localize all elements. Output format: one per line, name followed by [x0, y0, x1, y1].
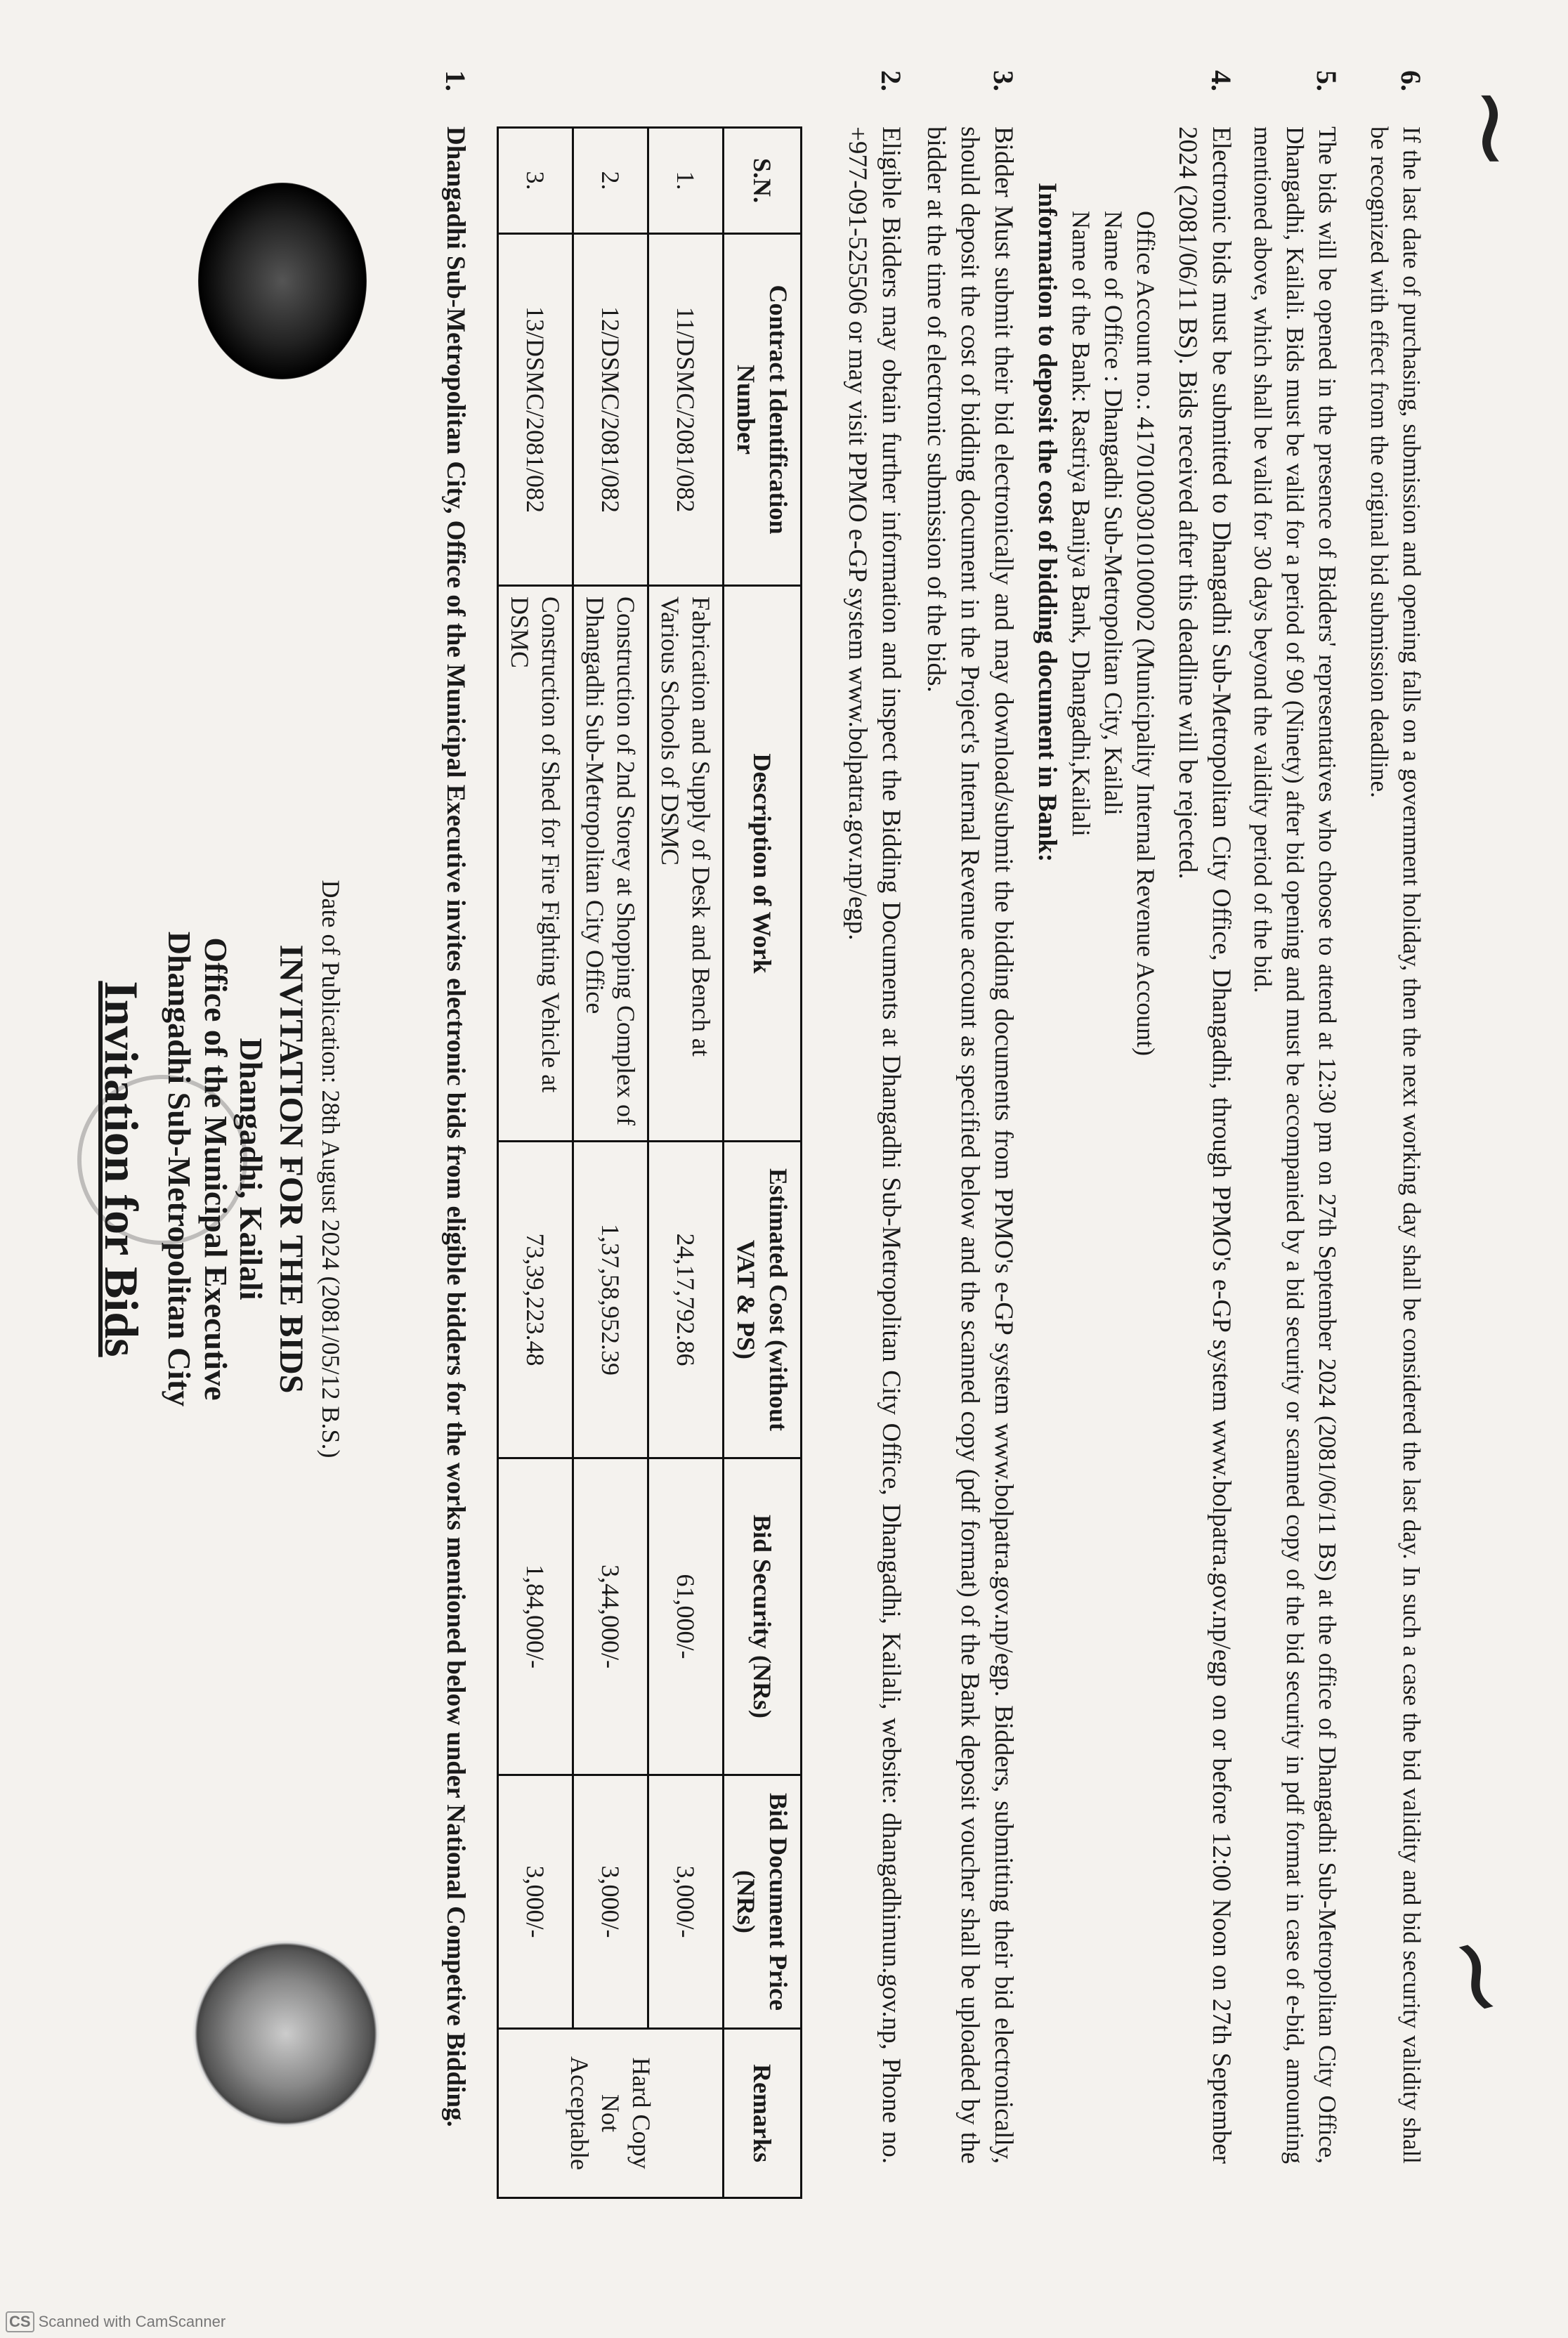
office-account: Office Account no.: 41701003010100002 (Municipality Internal Revenue Account): [1132, 211, 1160, 1057]
signature-right: ~: [1408, 1917, 1550, 2035]
table-cell: 61,000/-: [648, 1458, 724, 1775]
bank-info-heading: Information to deposit the cost of bidding document in Bank:: [1033, 183, 1061, 863]
table-cell: 1.: [648, 128, 724, 234]
table-cell: 24,17,792.86: [648, 1142, 724, 1458]
document-title: Invitation for Bids: [95, 981, 148, 1357]
office-name: Office of the Municipal Executive: [198, 937, 234, 1401]
item-number: 1.: [440, 70, 471, 91]
paragraph-opening: The bids will be opened in the presence of Bidders' representatives who choose to attend at 12:30 pm on 27th September 2024 (2081/06/11 BS) at the office of Dhangadhi Sub-Metropolitan City Office, Dhangadhi, Kailali. Bids must be valid for a period of 90 (Ninety) after bid opening and must be accompanied by a bid security or scanned copy of the bid security in pdf format in case of e-bid, amounting mentioned above, which shall be valid for 30 days beyond the validity period of the bid.: [1249, 126, 1341, 2164]
table-cell: 3.: [498, 128, 573, 234]
paragraph-submission: Bidder Must submit their bid electronically and may download/submit the bidding documents from PPMO's e-GP system www.bolpatra.gov.np/egp. Bidders, submitting their bid electronically, should deposit the cost of bidding document in the Project's Internal Revenue account as specified below and the scanned copy (pdf format) of the Bank deposit voucher shall be uploaded by the bidder at the time of electronic submission of the bids.: [922, 126, 1018, 2164]
item-number: 2.: [875, 70, 907, 91]
paragraph-information: Eligible Bidders may obtain further information and inspect the Bidding Documents at Dhangadhi Sub-Metropolitan City Office, Dhangadhi, Kailali, website: dhangadhimun.gov.np, Phone no. +977-091-525506 or may visit PPMO e-GP system www.bolpatra.gov.np/egp.: [843, 126, 906, 2164]
col-header: S.N.: [724, 128, 802, 234]
table-cell: 3,000/-: [648, 1775, 724, 2029]
table-cell: 11/DSMC/2081/082: [648, 234, 724, 586]
col-header: Description of Work: [724, 586, 802, 1142]
org-name: Dhangadhi Sub-Metropolitan City: [162, 931, 197, 1407]
bids-table: [497, 126, 802, 2199]
notice-subtitle: INVITATION FOR THE BIDS: [273, 944, 310, 1394]
col-header: Bid Security (NRs): [724, 1458, 802, 1775]
signature-left: ~: [1432, 84, 1554, 173]
paragraph-deadline: Electronic bids must be submitted to Dhangadhi Sub-Metropolitan City Office, Dhangadhi, through PPMO's e-GP system www.bolpatra.gov.np/egp on or before 12:00 Noon on 27th September 2024 (2081/06/11 BS). Bids received after this deadline will be rejected.: [1173, 126, 1236, 2164]
watermark-text: Scanned with CamScanner: [38, 2313, 226, 2330]
col-header: Contract Identification Number: [724, 234, 802, 586]
item-number: 3.: [988, 70, 1019, 91]
table-row: [498, 128, 573, 2198]
camscanner-icon: CS: [6, 2311, 34, 2332]
col-header: Remarks: [724, 2029, 802, 2198]
table-cell: 1,37,58,952.39: [573, 1142, 648, 1458]
table-cell: Fabrication and Supply of Desk and Bench at Various Schools of DSMC: [648, 586, 724, 1142]
table-cell: Construction of 2nd Storey at Shopping Complex of Dhangadhi Sub-Metropolitan City Office: [573, 586, 648, 1142]
item-number: 4.: [1206, 70, 1237, 91]
remarks-cell: Hard Copy Not Acceptable: [498, 2029, 724, 2198]
table-cell: 3,000/-: [573, 1775, 648, 2029]
col-header: Bid Document Price (NRs): [724, 1775, 802, 2029]
publication-date: Date of Publication: 28th August 2024 (2081/05/12 B.S.): [317, 880, 345, 1458]
table-cell: 2.: [573, 128, 648, 234]
item-number: 5.: [1311, 70, 1342, 91]
paragraph-invitation: Dhangadhi Sub-Metropolitan City, Office of the Municipal Executive invites electronic bids from eligible bidders for the works mentioned below under National Competive Bidding.: [441, 126, 470, 2127]
location: Dhangadhi, Kailali: [233, 1038, 269, 1300]
table-cell: 1,84,000/-: [498, 1458, 573, 1775]
bank-name: Name of the Bank: Rastriya Banijya Bank, Dhangadhi,Kailali: [1067, 211, 1095, 837]
table-row: [573, 128, 648, 2198]
office-name-line: Name of Office : Dhangadhi Sub-Metropolitan City, Kailali: [1099, 211, 1128, 816]
col-header: Estimated Cost (without VAT & PS): [724, 1142, 802, 1458]
table-cell: Construction of Shed for Fire Fighting Vehicle at DSMC: [498, 586, 573, 1142]
table-row: [648, 128, 724, 2198]
table-cell: 73,39,223.48: [498, 1142, 573, 1458]
table-cell: 12/DSMC/2081/082: [573, 234, 648, 586]
item-number: 6.: [1395, 70, 1427, 91]
table-header-row: [724, 128, 802, 2198]
table-cell: 3,44,000/-: [573, 1458, 648, 1775]
table-cell: 3,000/-: [498, 1775, 573, 2029]
table-cell: 13/DSMC/2081/082: [498, 234, 573, 586]
paragraph-holiday: If the last date of purchasing, submission and opening falls on a government holiday, then the next working day shall be considered the last day. In such a case the bid validity and bid security validity shall be recognized with effect from the original bid submission deadline.: [1366, 126, 1425, 2164]
scanner-watermark: [6, 2311, 226, 2332]
